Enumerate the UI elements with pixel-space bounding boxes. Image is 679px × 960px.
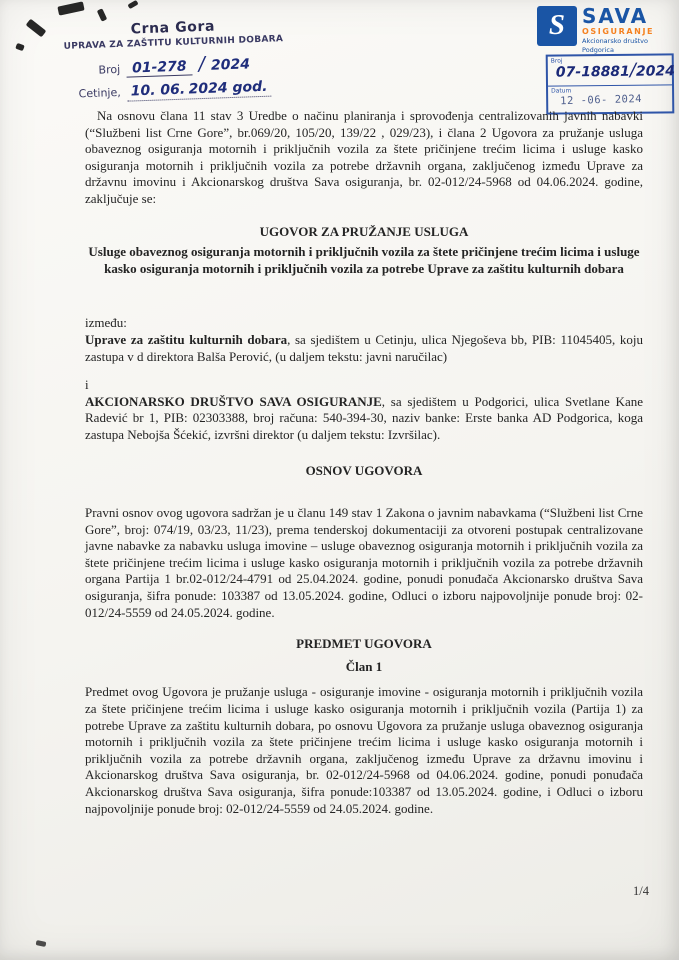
stamp-place-label: Cetinje,: [78, 85, 121, 101]
predmet-ugovora-title: PREDMET UGOVORA: [296, 636, 432, 652]
intro-paragraph: Na osnovu člana 11 stav 3 Uredbe o načinu planiranja i sprovođenja centralizovanih javnih nabavki (“Službeni list Crne Gore”, br.069/20, 105/20, 139/22 , 029/23), i člana 2 Ugovora za pružanje usluga obaveznog osiguranja motornih i priključnih vozila za štete pričinjene trećim licima i usluge kasko osiguranja motornih i priključnih vozila za potrebe državnih organa, zaključenog između Uprave za državnu imovinu i Akcionarskog društva Sava osiguranja, br. 02-012/24-5968 od 04.06.2024. godine, zaključuje se:: [85, 108, 643, 206]
sava-org-line1: Akcionarsko društvo: [582, 37, 648, 45]
receipt-datum-value: 12 -06- 2024: [560, 92, 643, 108]
sava-brand-name: SAVA: [582, 4, 649, 28]
stamp-number-row: [58, 50, 291, 80]
stamp-broj-separator: /: [198, 52, 206, 76]
clan-1-heading: Član 1: [345, 658, 383, 674]
party1-paragraph: [85, 332, 643, 365]
sava-brand-line2: OSIGURANJE: [582, 27, 655, 36]
receipt-broj-label: Broj: [550, 57, 563, 65]
sava-receipt-stamp: [546, 53, 675, 114]
osnov-ugovora-title: OSNOV UGOVORA: [305, 462, 423, 478]
stamp-date-year: 2024 god.: [188, 78, 268, 98]
contract-title: UGOVOR ZA PRUŽANJE USLUGA: [259, 223, 469, 239]
staple-mark: [26, 19, 47, 38]
staple-mark: [36, 940, 47, 947]
stamp-office-name: UPRAVA ZA ZAŠTITU KULTURNIH DOBARA: [63, 34, 284, 52]
party2-name: AKCIONARSKO DRUŠTVO SAVA OSIGURANJE: [85, 393, 382, 409]
sava-org-line2: Podgorica: [582, 46, 614, 54]
stamp-date-row: [59, 78, 291, 104]
staple-mark: [15, 43, 25, 51]
stamp-broj-label: Broj: [98, 62, 121, 77]
party1-details: , sa sjedištem u Cetinju, ulica Njegoševa bb, PIB: 11045405, koju zastupa v d direktora Balša Perović, (u daljem tekstu: javni naručilac): [85, 331, 643, 364]
stamp-broj-value: 01-278: [126, 58, 193, 77]
staple-mark: [97, 8, 108, 21]
contract-subtitle: Usluge obaveznog osiguranja motornih i priključnih vozila za štete pričinjene trećim licima i usluge kasko osiguranja motornih i priključnih vozila za potrebe Uprave za zaštitu kulturnih dobara: [88, 244, 640, 276]
page-number: 1/4: [633, 884, 649, 898]
osnov-paragraph: Pravni osnov ovog ugovora sadržan je u članu 149 stav 1 Zakona o javnim nabavkama (“Službeni list Crne Gore”, broj: 074/19, 03/23, 11/23), prema tenderskoj dokumentaciji za otvoreni postupak centralizovane javne nabavke za nabavku usluga imovine – usluge obaveznog osiguranja motornih i priključnih vozila za štete pričinjene trećim licima i usluge kasko osiguranja motornih i priključnih vozila za potrebe državnih organa Partija 1 br.02-012/24-4791 od 25.04.2024. godine, ponudi ponuđača Akcionarsko društva Sava osiguranja, šifra ponude: 103387 od 13.05.2024. godine, Odluci o izboru najpovoljnije ponude broj: 02-012/24-5559 od 24.05.2024. godine.: [85, 505, 643, 620]
predmet-paragraph: Predmet ovog Ugovora je pružanje usluga - osiguranje imovine - osiguranja motornih i priključnih vozila za štete pričinjene trećim licima i usluge kasko osiguranja motornih i priključnih vozila (Partija 1) za potrebe Uprave za zaštitu kulturnih dobara, po osnovu Ugovora za pružanje usluga obaveznog osiguranja motornih i priključnih vozila za štete pričinjene trećim licima i usluge kasko osiguranja motornih i priključnih vozila za potrebe državnih organa, zaključenog između Uprave za državnu imovinu i Akcionarskog društva Sava osiguranja, br. 02-012/24-5968 od 04.06.2024. godine, ponudi ponuđača Akcionarskog društva Sava osiguranja, šifra ponude:103387 od 13.05.2024. godine, i Odluci o izboru najpovoljnije ponude broj: 02-012/24-5559 od 24.05.2024. godine.: [85, 684, 643, 816]
conjunction-label: i: [85, 377, 89, 393]
sava-logo-icon: [537, 6, 577, 46]
stamp-broj-year: 2024: [210, 56, 251, 74]
staple-mark: [57, 1, 84, 15]
stamp-country: Crna Gora: [130, 18, 216, 38]
receipt-broj-separator: /: [629, 59, 637, 81]
contract-body: [85, 108, 643, 817]
receipt-broj-value: 07-18881/2024: [555, 59, 676, 81]
party2-details: , sa sjedištem u Podgorici, ulica Svetlane Kane Radević br 1, PIB: 02303388, broj računa: 540-394-30, naziv banke: Erste banka AD Podgorica, koga zastupa Nebojša Šćekić, izvršni direktor (u daljem tekstu: Izvršilac).: [85, 393, 643, 442]
org-receipt-stamp: [57, 16, 292, 104]
party2-paragraph: [85, 394, 643, 444]
receipt-datum-label: Datum: [551, 87, 572, 95]
sava-wordmark: [582, 6, 654, 54]
between-label: između:: [85, 315, 127, 331]
sava-logo: [537, 6, 654, 54]
stamp-date-value: 10. 06.: [130, 81, 186, 100]
receipt-number-row: [548, 55, 676, 86]
staple-mark: [127, 0, 138, 9]
party1-name: Uprave za zaštitu kulturnih dobara: [85, 331, 288, 347]
sava-monogram: S: [548, 8, 566, 41]
